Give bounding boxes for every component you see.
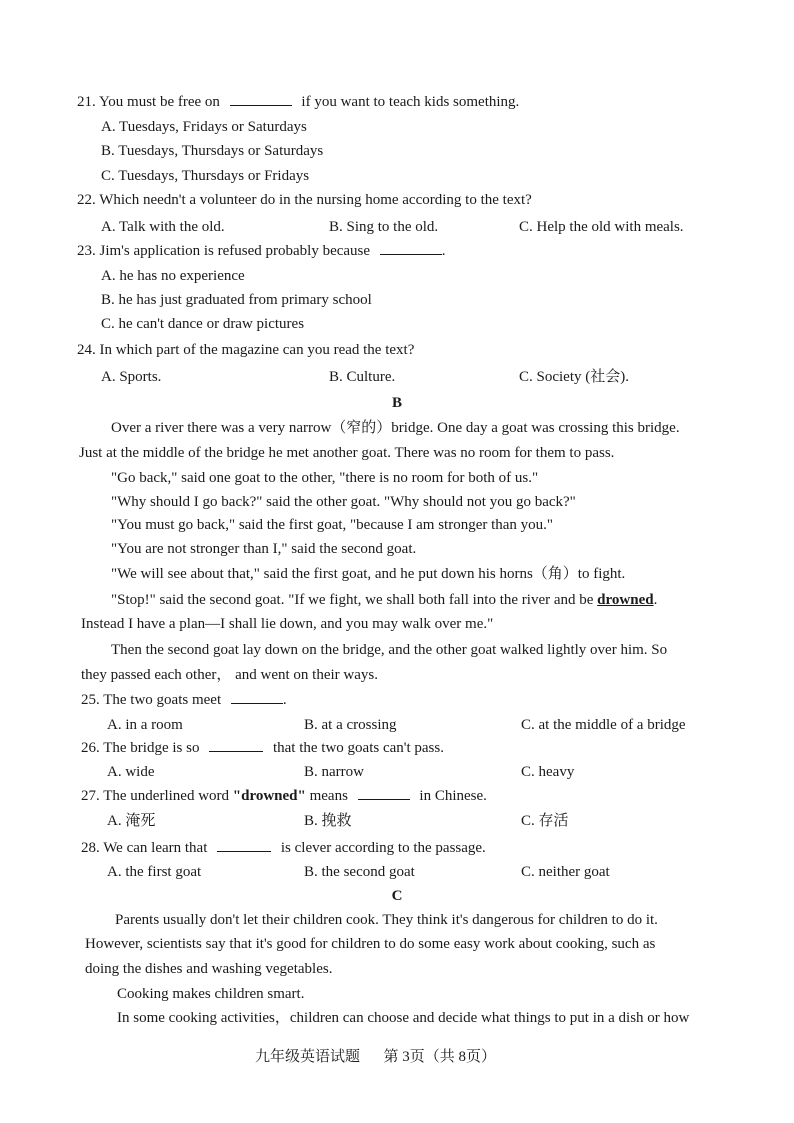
section-b-heading: B	[391, 395, 402, 411]
answer-blank	[217, 838, 271, 852]
option-23b: B. he has just graduated from primary school	[101, 292, 372, 308]
page-number: 第 3页（共 8页）	[383, 1049, 497, 1065]
option-26b: B. narrow	[304, 764, 364, 780]
passage-b-line: they passed each other， and went on their ways.	[81, 667, 378, 683]
answer-blank	[358, 786, 410, 800]
section-c-heading: C	[391, 888, 403, 904]
option-21c: C. Tuesdays, Thursdays or Fridays	[101, 168, 310, 184]
question-stem: 25. The two goats meet	[81, 692, 222, 708]
exam-title: 九年级英语试题	[255, 1049, 361, 1065]
passage-c-line: However, scientists say that it's good for children to do some easy work about cooking, such as	[85, 936, 656, 952]
passage-b-line: Then the second goat lay down on the bridge, and the other goat walked lightly over him. So	[111, 642, 668, 658]
option-26c: C. heavy	[521, 764, 575, 780]
passage-b-line: "We will see about that," said the first goat, and he put down his horns（角）to fight.	[111, 566, 626, 582]
question-24: 24. In which part of the magazine can you read the text?	[77, 342, 415, 358]
question-23	[77, 241, 446, 261]
highlighted-word: "drowned"	[232, 788, 306, 804]
question-stem: 23. Jim's application is refused probably because	[77, 243, 371, 259]
passage-text: .	[653, 592, 658, 608]
passage-b-line	[111, 590, 657, 610]
underlined-word: drowned	[597, 592, 654, 608]
question-stem-end: is clever according to the passage.	[280, 840, 486, 856]
option-23a: A. he has no experience	[101, 268, 245, 284]
passage-c-line: Parents usually don't let their children cook. They think it's dangerous for children to do it.	[115, 912, 658, 928]
question-25	[81, 690, 287, 710]
question-stem: means	[305, 788, 348, 804]
passage-b-line: "You must go back," said the first goat, "because I am stronger than you."	[111, 517, 554, 533]
passage-c-line: In some cooking activities，children can choose and decide what things to put in a dish or how	[117, 1010, 690, 1026]
question-stem: 27. The underlined word	[81, 788, 233, 804]
question-27	[81, 786, 487, 806]
option-22a: A. Talk with the old.	[101, 219, 225, 235]
passage-c-line: doing the dishes and washing vegetables.	[85, 961, 333, 977]
option-24a: A. Sports.	[101, 369, 162, 385]
option-21a: A. Tuesdays, Fridays or Saturdays	[101, 119, 307, 135]
passage-text: "Stop!" said the second goat. "If we fight, we shall both fall into the river and be	[111, 592, 598, 608]
question-stem-end: that the two goats can't pass.	[272, 740, 444, 756]
option-28c: C. neither goat	[521, 864, 610, 880]
question-stem-end: if you want to teach kids something.	[301, 94, 520, 110]
answer-blank	[209, 738, 263, 752]
option-28a: A. the first goat	[107, 864, 202, 880]
option-24c: C. Society (社会).	[519, 369, 629, 385]
page-footer	[255, 1047, 496, 1067]
question-28	[81, 838, 486, 858]
question-stem: 21. You must be free on	[77, 94, 220, 110]
option-25a: A. in a room	[107, 717, 183, 733]
question-stem: 26. The bridge is so	[81, 740, 200, 756]
option-25b: B. at a crossing	[304, 717, 397, 733]
question-22: 22. Which needn't a volunteer do in the nursing home according to the text?	[77, 192, 532, 208]
passage-b-line: "Go back," said one goat to the other, "there is no room for both of us."	[111, 470, 539, 486]
option-22c: C. Help the old with meals.	[519, 219, 684, 235]
option-22b: B. Sing to the old.	[329, 219, 439, 235]
passage-b-line: "You are not stronger than I," said the second goat.	[111, 541, 417, 557]
option-24b: B. Culture.	[329, 369, 396, 385]
option-27a: A. 淹死	[107, 813, 156, 829]
option-21b: B. Tuesdays, Thursdays or Saturdays	[101, 143, 324, 159]
answer-blank	[230, 92, 292, 106]
passage-b-line: "Why should I go back?" said the other goat. "Why should not you go back?"	[111, 494, 576, 510]
question-stem-end: in Chinese.	[419, 788, 487, 804]
question-stem: 28. We can learn that	[81, 840, 208, 856]
passage-b-line: Instead I have a plan—I shall lie down, and you may walk over me."	[81, 616, 494, 632]
option-27c: C. 存活	[521, 813, 569, 829]
option-26a: A. wide	[107, 764, 155, 780]
passage-b-line: Just at the middle of the bridge he met another goat. There was no room for them to pass.	[79, 445, 615, 461]
option-28b: B. the second goat	[304, 864, 415, 880]
question-26	[81, 738, 444, 758]
question-stem-end: .	[282, 692, 287, 708]
answer-blank	[380, 241, 442, 255]
option-25c: C. at the middle of a bridge	[521, 717, 686, 733]
passage-b-line: Over a river there was a very narrow（窄的）bridge. One day a goat was crossing this bridge.	[111, 420, 680, 436]
option-27b: B. 挽救	[304, 813, 352, 829]
passage-c-line: Cooking makes children smart.	[117, 986, 305, 1002]
answer-blank	[231, 690, 283, 704]
question-21	[77, 92, 519, 112]
question-stem-end: .	[441, 243, 446, 259]
option-23c: C. he can't dance or draw pictures	[101, 316, 305, 332]
